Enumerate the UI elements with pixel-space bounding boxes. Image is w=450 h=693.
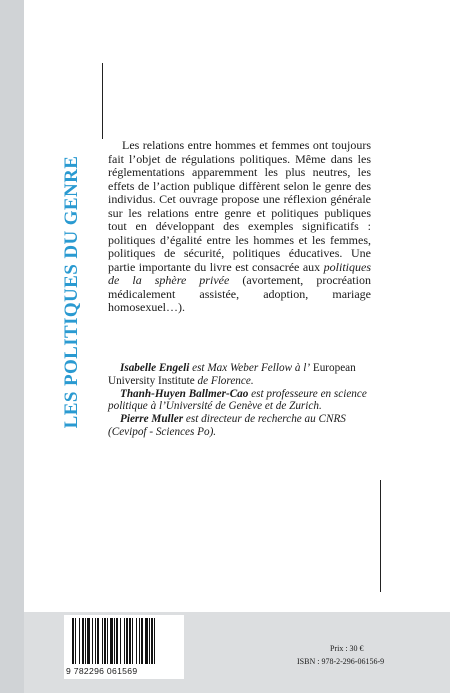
- barcode-digits: 9 782296 061569: [66, 666, 138, 676]
- author-bios: [108, 362, 371, 439]
- barcode: [64, 615, 184, 679]
- book-title-vertical: LES POLITIQUES DU GENRE: [61, 155, 82, 429]
- bio-text: est professeure en science politique à l’Université de Genève et de Zurich.: [108, 387, 367, 413]
- blurb-text: [108, 139, 371, 315]
- author-name: Thanh-Huyen Ballmer-Cao: [120, 387, 249, 400]
- isbn: ISBN : 978-2-296-06156-9: [297, 657, 385, 666]
- blurb-part2: (avortement, procréation médicalement assistée, adoption, mariage homosexuel…).: [108, 273, 371, 314]
- bio-text: est directeur de recherche au CNRS (Cevipof - Sciences Po).: [108, 413, 346, 438]
- spine-strip: [0, 0, 24, 693]
- bio-engeli: [108, 362, 371, 388]
- price: Prix : 30 €: [330, 644, 364, 653]
- bio-muller: [108, 413, 371, 439]
- bio-text: European University Institute: [108, 362, 356, 387]
- bio-text: de Florence.: [197, 374, 254, 387]
- vertical-rule-top: [102, 63, 103, 139]
- author-name: Isabelle Engeli: [120, 362, 190, 374]
- author-name: Pierre Muller: [120, 413, 184, 426]
- bio-text: est Max Weber Fellow à l’: [189, 362, 311, 374]
- barcode-bars: [64, 615, 184, 667]
- blurb-part1: Les relations entre hommes et femmes ont toujours fait l’objet de régulations politiques. Même dans les réglementations apparemment les plus neutres, les effets de l’action publique diffèrent selon le genre des individus. Cet ouvrage propose une réflexion générale sur les relations entre genre et politiques publiques tout en développant des exemples significatifs : politiques d’égalité entre les hommes et les femmes, politiques de sécurité, politiques éducatives. Une partie importante du livre est consacrée aux: [108, 138, 371, 274]
- blurb-italic: politiques de la sphère privée: [108, 259, 371, 287]
- vertical-rule-bottom: [380, 480, 381, 592]
- bio-ballmer-cao: [108, 388, 371, 414]
- vertical-title-wrap: [52, 148, 92, 436]
